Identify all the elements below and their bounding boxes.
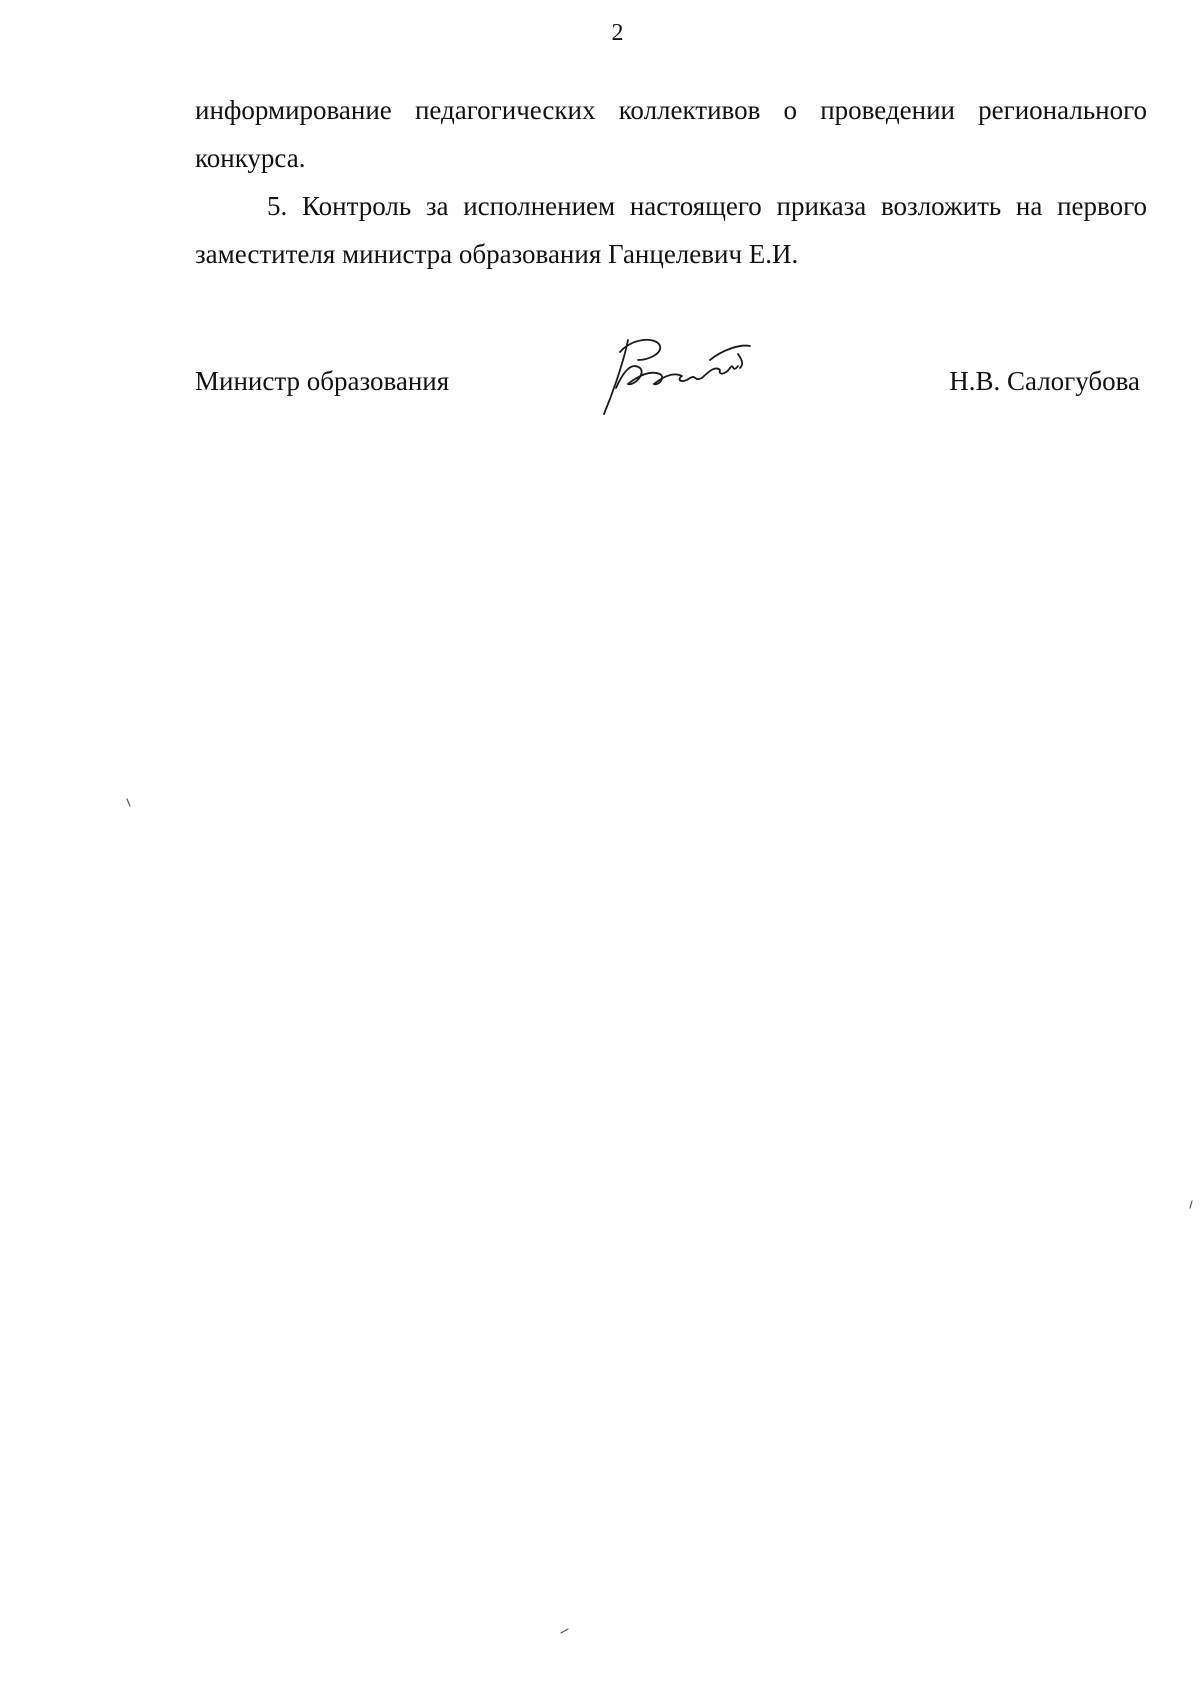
scan-speck (560, 1627, 570, 1635)
paragraph-continuation: информирование педагогических коллективов о проведении регионального конкурса. (195, 95, 1147, 173)
paragraph-control-clause: 5. Контроль за исполнением настоящего приказа возложить на первого заместителя министра образования Ганцелевич Е.И. (195, 191, 1147, 269)
page-number: 2 (611, 20, 624, 46)
scan-speck (126, 798, 132, 808)
scan-speck (1188, 1200, 1194, 1210)
handwritten-signature (598, 330, 758, 420)
signer-position: Министр образования (195, 366, 450, 396)
signer-name: Н.В. Салогубова (949, 366, 1140, 396)
